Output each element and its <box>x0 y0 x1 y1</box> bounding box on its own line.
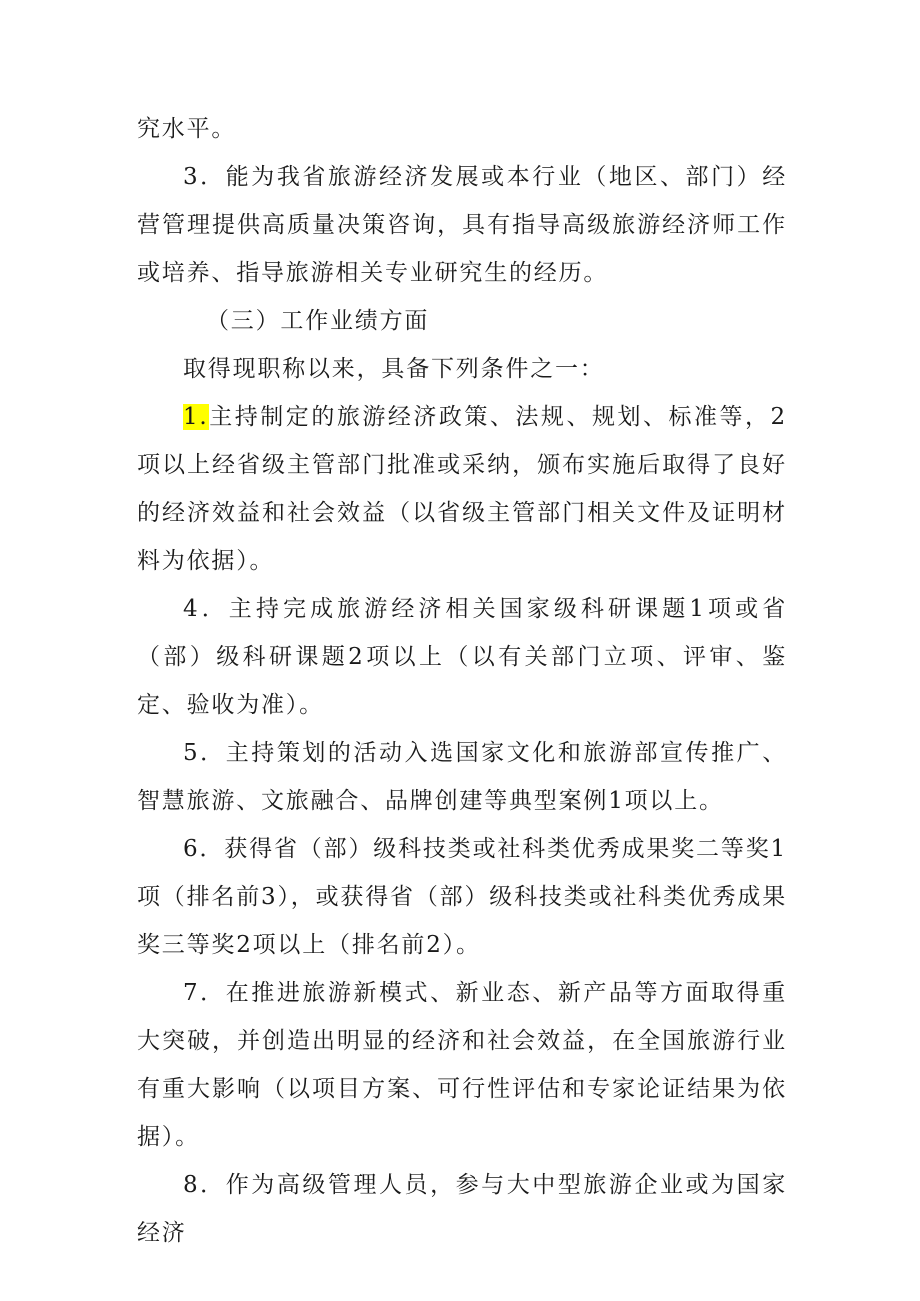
paragraph-item-3: 3．能为我省旅游经济发展或本行业（地区、部门）经营管理提供高质量决策咨询，具有指导高级旅游经济师工作或培养、指导旅游相关专业研究生的经历。 <box>137 164 787 286</box>
highlighted-item-marker: 1. <box>183 404 209 430</box>
document-body <box>137 105 787 1257</box>
paragraph-item-8: 8．作为高级管理人员，参与大中型旅游企业或为国家经济 <box>137 1172 787 1246</box>
paragraph-item-6: 6．获得省（部）级科技类或社科类优秀成果奖二等奖1项（排名前3），或获得省（部）级科技类或社科类优秀成果奖三等奖2项以上（排名前2）。 <box>137 836 787 958</box>
paragraph-item-4: 4．主持完成旅游经济相关国家级科研课题1项或省（部）级科研课题2项以上（以有关部门立项、评审、鉴定、验收为准）。 <box>137 596 787 718</box>
paragraph-intro-conditions: 取得现职称以来，具备下列条件之一： <box>183 356 605 382</box>
paragraph-item-1 <box>137 393 787 585</box>
paragraph-item-1-text: 主持制定的旅游经济政策、法规、规划、标准等，2项以上经省级主管部门批准或采纳，颁布实施后取得了良好的经济效益和社会效益（以省级主管部门相关文件及证明材料为依据）。 <box>137 404 787 574</box>
section-heading-work-performance: （三）工作业绩方面 <box>206 308 430 334</box>
paragraph-item-7: 7．在推进旅游新模式、新业态、新产品等方面取得重大突破，并创造出明显的经济和社会效益，在全国旅游行业有重大影响（以项目方案、可行性评估和专家论证结果为依据）。 <box>137 980 787 1150</box>
paragraph-item-5: 5．主持策划的活动入选国家文化和旅游部宣传推广、智慧旅游、文旅融合、品牌创建等典型案例1项以上。 <box>137 740 787 814</box>
paragraph-continuation: 究水平。 <box>137 116 237 142</box>
